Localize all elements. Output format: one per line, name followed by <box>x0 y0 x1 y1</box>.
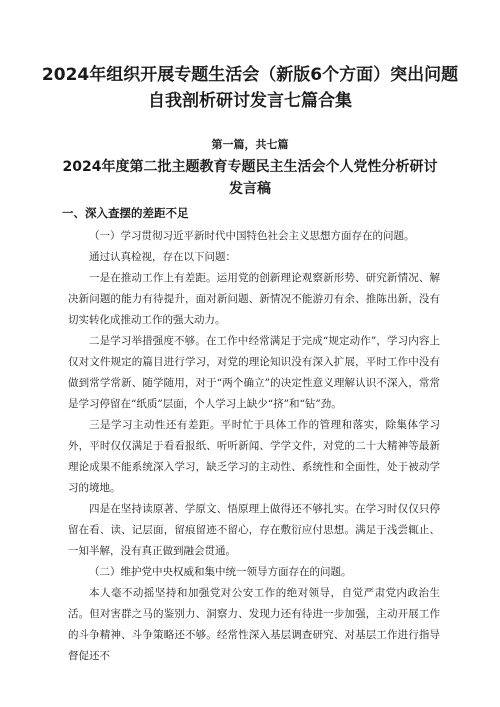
article-subtitle: 2024年度第二批主题教育专题民主生活会个人党性分析研讨发言稿 <box>62 159 438 197</box>
paragraph-topic-2: （二）维护党中央权威和集中统一领导方面存在的问题。 <box>89 566 352 578</box>
paragraph-point-1: 一是在推动工作上有差距。运用党的创新理论观察新形势、研究新情况、解决新问题的能力有待提升，面对新问题、新情况不能游刃有余、推陈出新，没有切实转化成推动工作的强大动力。 <box>68 272 440 326</box>
paragraph-body-2: 本人毫不动摇坚持和加强党对公安工作的绝对领导，自觉严肃党内政治生活。但对害群之马的鉴别力、洞察力、发现力还有待进一步加强，主动开展工作的斗争精神、斗争策略还不够。经常性深入基层调查研究、对基层工作进行指导督促还不 <box>68 587 440 662</box>
section-heading: 一、深入查摆的差距不足 <box>62 206 189 220</box>
paragraph-topic-1: （一）学习贯彻习近平新时代中国特色社会主义思想方面存在的问题。 <box>89 230 415 242</box>
document-title: 2024年组织开展专题生活会（新版6个方面）突出问题自我剖析研讨发言七篇合集 <box>41 65 459 111</box>
paragraph-point-3: 三是学习主动性还有差距。平时忙于具体工作的管理和落实，除集体学习外，平时仅仅满足于看看报纸、听听新闻、学学文件，对党的二十大精神等最新理论成果不能系统深入学习，缺乏学习的主动性、系统性和全面性，处于被动学习的境地。 <box>68 419 440 494</box>
section-marker: 第一篇，共七篇 <box>211 138 289 151</box>
paragraph-point-4: 四是在坚持读原著、学原文、悟原理上做得还不够扎实。在学习时仅仅只停留在看、读、记层面，留痕留迹不留心，存在敷衍应付思想。满足于浅尝辄止、一知半解，没有真正做到融会贯通。 <box>68 503 440 557</box>
paragraph-intro: 通过认真检视，存在以下问题： <box>89 251 236 263</box>
paragraph-point-2: 二是学习举措强度不够。在工作中经常满足于完成“规定动作”，学习内容上仅对文件规定的篇目进行学习，对党的理论知识没有深入扩展，平时工作中没有做到常学常新、随学随用，对于“两个确立”的决定性意义理解认识不深入，常常是学习停留在“纸质”层面，个人学习上缺少“挤”和“钻”劲。 <box>68 335 440 410</box>
document-body <box>68 226 440 667</box>
